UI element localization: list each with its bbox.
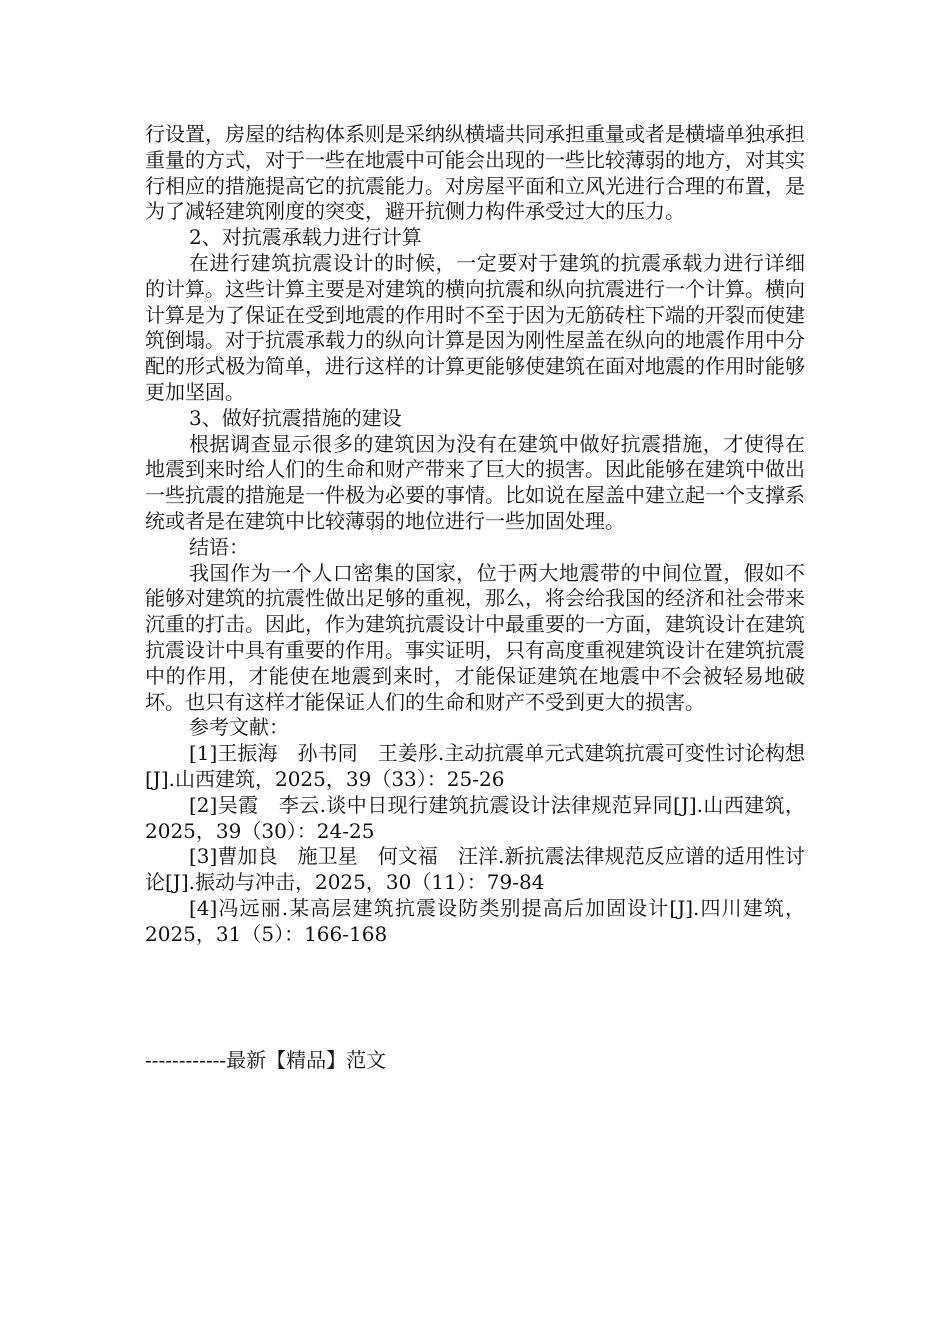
heading-conclusion: 结语： xyxy=(189,534,249,559)
reference-item: [4]冯远丽.某高层建筑抗震设防类别提高后加固设计[J].四川建筑，2025，31（5）：166-168 xyxy=(145,895,805,946)
heading-seismic-capacity-calculation: 2、对抗震承载力进行计算 xyxy=(189,225,422,250)
paragraph-seismic-measures: 根据调查显示很多的建筑因为没有在建筑中做好抗震措施，才使得在地震到来时给人们的生命和财产带来了巨大的损害。因此能够在建筑中做出一些抗震的措施是一件极为必要的事情。比如说在屋盖中建立起一个支撑系统或者是在建筑中比较薄弱的地位进行一些加固处理。 xyxy=(145,431,805,533)
reference-item: [2]吴霞 李云.谈中日现行建筑抗震设计法律规范异同[J].山西建筑，2025，39（30）：24-25 xyxy=(145,792,805,843)
heading-seismic-measures: 3、做好抗震措施的建设 xyxy=(189,405,402,430)
paragraph-seismic-capacity-calculation: 在进行建筑抗震设计的时候，一定要对于建筑的抗震承载力进行详细的计算。这些计算主要是对建筑的横向抗震和纵向抗震进行一个计算。横向计算是为了保证在受到地震的作用时不至于因为无筋砖柱下端的开裂而使建筑倒塌。对于抗震承载力的纵向计算是因为刚性屋盖在纵向的地震作用中分配的形式极为简单，进行这样的计算更能够使建筑在面对地震的作用时能够更加坚固。 xyxy=(145,250,805,404)
heading-references: 参考文献： xyxy=(189,715,289,740)
reference-item: [1]王振海 孙书同 王姜彤.主动抗震单元式建筑抗震可变性讨论构想[J].山西建筑，2025，39（33）：25-26 xyxy=(145,741,805,791)
footer-label: ------------最新【精品】范文 xyxy=(145,1048,387,1072)
reference-item: [3]曹加良 施卫星 何文福 汪洋.新抗震法律规范反应谱的适用性讨论[J].振动与冲击，2025，30（11）：79-84 xyxy=(145,844,805,895)
document-body xyxy=(145,122,805,948)
paragraph-structure-system: 行设置，房屋的结构体系则是采纳纵横墙共同承担重量或者是横墙单独承担重量的方式，对于一些在地震中可能会出现的一些比较薄弱的地方，对其实行相应的措施提高它的抗震能力。对房屋平面和立风光进行合理的布置，是为了减轻建筑刚度的突变，避开抗侧力构件承受过大的压力。 xyxy=(145,122,805,224)
paragraph-conclusion: 我国作为一个人口密集的国家，位于两大地震带的中间位置，假如不能够对建筑的抗震性做出足够的重视，那么，将会给我国的经济和社会带来沉重的打击。因此，作为建筑抗震设计中最重要的一方面，建筑设计在建筑抗震设计中具有重要的作用。事实证明，只有高度重视建筑设计在建筑抗震中的作用，才能使在地震到来时，才能保证建筑在地震中不会被轻易地破坏。也只有这样才能保证人们的生命和财产不受到更大的损害。 xyxy=(145,560,805,714)
